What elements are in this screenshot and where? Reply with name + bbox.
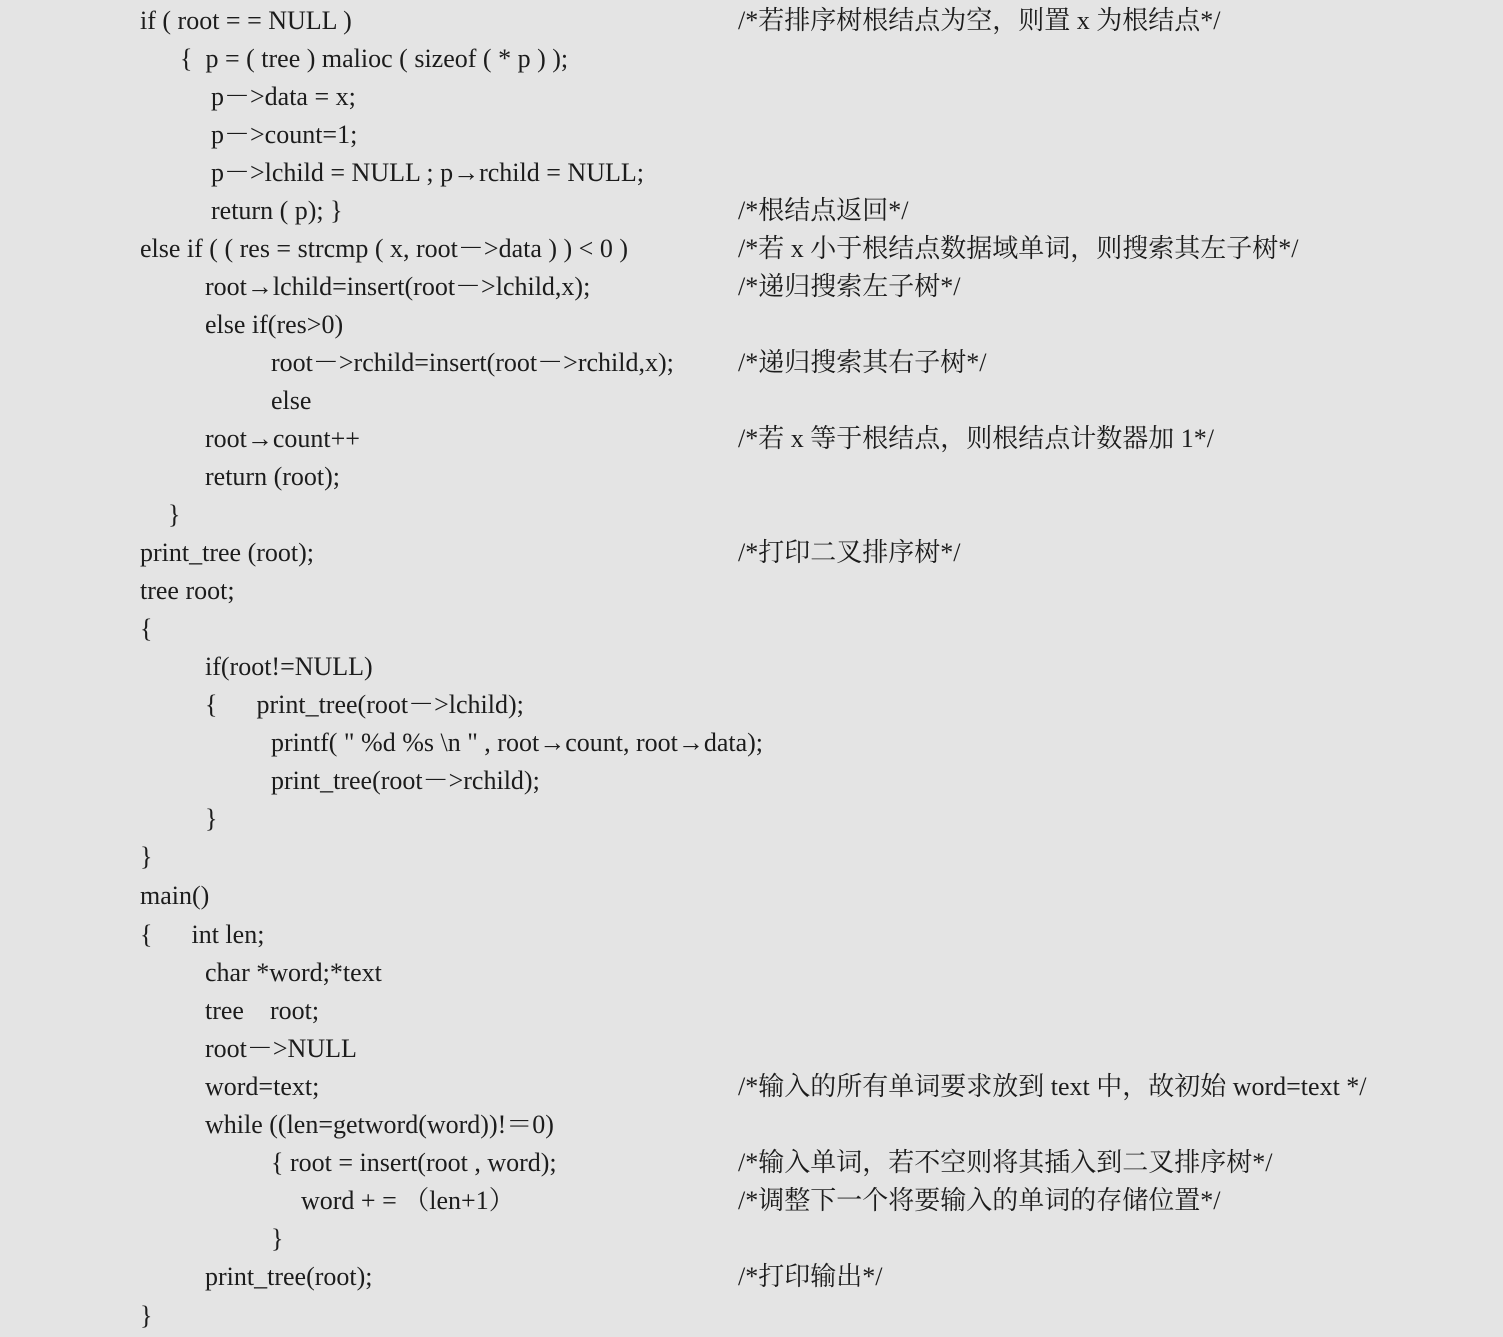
code-line bbox=[0, 838, 1503, 876]
code-comment: /*打印二叉排序树*/ bbox=[738, 538, 961, 567]
code-line bbox=[0, 954, 1503, 992]
code-text: } bbox=[168, 500, 181, 529]
code-text: printf( " %d %s \n " , root→count, root→data); bbox=[271, 728, 764, 757]
code-comment: /*若 x 小于根结点数据域单词，则搜索其左子树*/ bbox=[738, 234, 1299, 263]
code-text: root→lchild=insert(root－>lchild,x); bbox=[205, 272, 591, 301]
code-line bbox=[0, 534, 1503, 572]
code-comment: /*根结点返回*/ bbox=[738, 196, 909, 225]
code-text: if ( root = = NULL ) bbox=[140, 6, 352, 35]
code-text: root－>NULL bbox=[205, 1034, 357, 1063]
code-text: main() bbox=[140, 881, 210, 910]
code-line bbox=[0, 420, 1503, 458]
code-text: else if ( ( res = strcmp ( x, root－>data ) ) < 0 ) bbox=[140, 234, 629, 263]
code-line bbox=[0, 116, 1503, 154]
code-text: word=text; bbox=[205, 1072, 320, 1101]
code-text: root→count++ bbox=[205, 424, 360, 453]
code-text: return (root); bbox=[205, 462, 341, 491]
code-line bbox=[0, 344, 1503, 382]
code-line bbox=[0, 610, 1503, 648]
code-line bbox=[0, 192, 1503, 230]
code-comment: /*调整下一个将要输入的单词的存储位置*/ bbox=[738, 1186, 1221, 1215]
code-line bbox=[0, 458, 1503, 496]
code-line bbox=[0, 724, 1503, 762]
code-line bbox=[0, 496, 1503, 534]
code-line bbox=[0, 877, 1503, 915]
code-comment: /*打印输出*/ bbox=[738, 1262, 883, 1291]
code-line bbox=[0, 306, 1503, 344]
code-text: print_tree (root); bbox=[140, 538, 314, 567]
code-line bbox=[0, 1220, 1503, 1258]
code-text: p－>count=1; bbox=[211, 120, 358, 149]
code-line bbox=[0, 1144, 1503, 1182]
code-line bbox=[0, 382, 1503, 420]
code-line bbox=[0, 154, 1503, 192]
code-line bbox=[0, 1068, 1503, 1106]
code-comment: /*若排序树根结点为空，则置 x 为根结点*/ bbox=[738, 6, 1221, 35]
code-text: { int len; bbox=[140, 920, 265, 949]
code-text: print_tree(root－>rchild); bbox=[271, 766, 540, 795]
code-text: word + = （len+1） bbox=[301, 1186, 515, 1215]
code-text: tree root; bbox=[205, 996, 320, 1025]
code-text: } bbox=[271, 1224, 284, 1253]
code-line bbox=[0, 1182, 1503, 1220]
code-line bbox=[0, 1106, 1503, 1144]
code-text: } bbox=[205, 804, 218, 833]
code-comment: /*递归搜索左子树*/ bbox=[738, 272, 961, 301]
code-text: else bbox=[271, 386, 312, 415]
code-line bbox=[0, 992, 1503, 1030]
code-line bbox=[0, 800, 1503, 838]
code-comment: /*递归搜索其右子树*/ bbox=[738, 348, 987, 377]
code-text: char *word;*text bbox=[205, 958, 382, 987]
code-line bbox=[0, 572, 1503, 610]
code-line bbox=[0, 230, 1503, 268]
code-line bbox=[0, 762, 1503, 800]
code-line bbox=[0, 78, 1503, 116]
code-comment: /*输入单词，若不空则将其插入到二叉排序树*/ bbox=[738, 1148, 1273, 1177]
code-text: } bbox=[140, 842, 153, 871]
code-line bbox=[0, 1030, 1503, 1068]
code-line bbox=[0, 1258, 1503, 1296]
code-line bbox=[0, 686, 1503, 724]
code-text: p－>data = x; bbox=[211, 82, 356, 111]
code-line bbox=[0, 268, 1503, 306]
code-text: { root = insert(root , word); bbox=[271, 1148, 557, 1177]
code-text: root－>rchild=insert(root－>rchild,x); bbox=[271, 348, 674, 377]
code-text: { p = ( tree ) malioc ( sizeof ( * p ) ); bbox=[180, 44, 569, 73]
code-text: print_tree(root); bbox=[205, 1262, 373, 1291]
code-text: } bbox=[140, 1301, 153, 1330]
code-text: { bbox=[140, 614, 153, 643]
code-text: p－>lchild = NULL ; p→rchild = NULL; bbox=[211, 158, 644, 187]
code-text: tree root; bbox=[140, 576, 235, 605]
code-line bbox=[0, 40, 1503, 78]
code-line bbox=[0, 1297, 1503, 1335]
code-comment: /*若 x 等于根结点，则根结点计数器加 1*/ bbox=[738, 424, 1214, 453]
code-comment: /*输入的所有单词要求放到 text 中，故初始 word=text */ bbox=[738, 1072, 1367, 1101]
code-line bbox=[0, 648, 1503, 686]
code-line bbox=[0, 916, 1503, 954]
code-text: return ( p); } bbox=[211, 196, 343, 225]
code-line bbox=[0, 2, 1503, 40]
code-text: { print_tree(root－>lchild); bbox=[205, 690, 524, 719]
code-text: else if(res>0) bbox=[205, 310, 344, 339]
code-text: while ((len=getword(word))!＝0) bbox=[205, 1110, 554, 1139]
code-text: if(root!=NULL) bbox=[205, 652, 373, 681]
